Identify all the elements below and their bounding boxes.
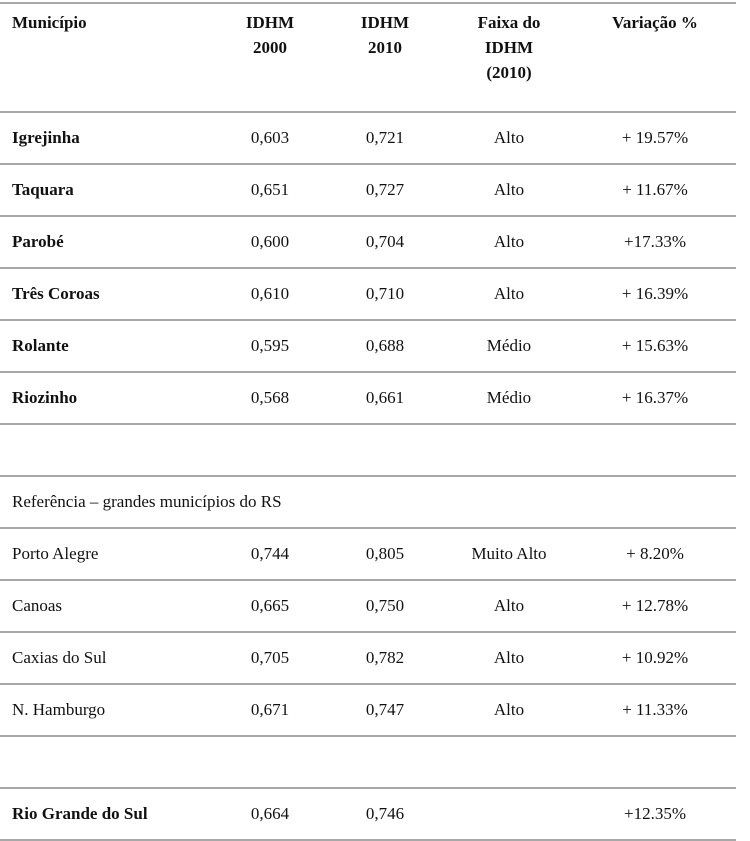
variacao-cell: + 8.20% — [574, 528, 736, 580]
idhm-2000-cell: 0,664 — [214, 788, 326, 840]
section-label: Referência – grandes municípios do RS — [0, 476, 736, 528]
idhm-2000-cell: 0,600 — [214, 216, 326, 268]
idhm-2010-cell: 0,746 — [326, 788, 444, 840]
faixa-cell: Médio — [444, 372, 574, 424]
table-row — [0, 632, 736, 684]
variacao-cell: + 19.57% — [574, 112, 736, 164]
table-row — [0, 164, 736, 216]
idhm-2010-cell: 0,704 — [326, 216, 444, 268]
table-row — [0, 580, 736, 632]
faixa-cell — [444, 788, 574, 840]
table-row — [0, 268, 736, 320]
column-header — [574, 3, 736, 112]
spacer-row — [0, 736, 736, 788]
idhm-2000-cell: 0,603 — [214, 112, 326, 164]
variacao-cell: +12.35% — [574, 788, 736, 840]
variacao-cell: + 15.63% — [574, 320, 736, 372]
column-header-line: IDHM — [484, 38, 534, 57]
table-row — [0, 216, 736, 268]
idhm-2010-cell: 0,727 — [326, 164, 444, 216]
column-header-line: Município — [12, 13, 87, 32]
column-header-line: 2010 — [368, 38, 402, 57]
faixa-cell: Médio — [444, 320, 574, 372]
idhm-2010-cell: 0,782 — [326, 632, 444, 684]
municipio-cell: Três Coroas — [0, 268, 214, 320]
table-row — [0, 788, 736, 840]
idhm-2000-cell: 0,568 — [214, 372, 326, 424]
column-header — [214, 3, 326, 112]
idhm-2000-cell: 0,705 — [214, 632, 326, 684]
municipio-cell: Riozinho — [0, 372, 214, 424]
column-header-line: IDHM — [245, 13, 295, 32]
faixa-cell: Alto — [444, 164, 574, 216]
variacao-cell: + 16.39% — [574, 268, 736, 320]
idhm-2000-cell: 0,744 — [214, 528, 326, 580]
idhm-2000-cell: 0,665 — [214, 580, 326, 632]
column-header — [444, 3, 574, 112]
municipio-cell: Taquara — [0, 164, 214, 216]
idhm-2000-cell: 0,610 — [214, 268, 326, 320]
faixa-cell: Alto — [444, 632, 574, 684]
faixa-cell: Muito Alto — [444, 528, 574, 580]
idhm-2010-cell: 0,688 — [326, 320, 444, 372]
municipio-cell: Igrejinha — [0, 112, 214, 164]
faixa-cell: Alto — [444, 268, 574, 320]
municipio-cell: Parobé — [0, 216, 214, 268]
variacao-cell: + 10.92% — [574, 632, 736, 684]
variacao-cell: + 12.78% — [574, 580, 736, 632]
column-header-line: (2010) — [486, 63, 532, 82]
faixa-cell: Alto — [444, 216, 574, 268]
empty-cell — [0, 736, 736, 788]
idhm-table — [0, 2, 736, 841]
idhm-2000-cell: 0,651 — [214, 164, 326, 216]
idhm-2000-cell: 0,595 — [214, 320, 326, 372]
municipio-cell: N. Hamburgo — [0, 684, 214, 736]
section-row — [0, 476, 736, 528]
municipio-cell: Porto Alegre — [0, 528, 214, 580]
idhm-2010-cell: 0,661 — [326, 372, 444, 424]
idhm-2010-cell: 0,710 — [326, 268, 444, 320]
variacao-cell: + 11.33% — [574, 684, 736, 736]
table-row — [0, 372, 736, 424]
municipio-cell: Canoas — [0, 580, 214, 632]
variacao-cell: +17.33% — [574, 216, 736, 268]
table-row — [0, 112, 736, 164]
spacer-row — [0, 424, 736, 476]
column-header-line: IDHM — [360, 13, 410, 32]
variacao-cell: + 11.67% — [574, 164, 736, 216]
variacao-cell: + 16.37% — [574, 372, 736, 424]
column-header — [0, 3, 214, 112]
column-header-line: Faixa do — [477, 13, 541, 32]
faixa-cell: Alto — [444, 112, 574, 164]
column-header-line: Variação % — [612, 13, 698, 32]
table-row — [0, 684, 736, 736]
idhm-2010-cell: 0,747 — [326, 684, 444, 736]
idhm-2010-cell: 0,805 — [326, 528, 444, 580]
idhm-2000-cell: 0,671 — [214, 684, 326, 736]
table-row — [0, 320, 736, 372]
column-header — [326, 3, 444, 112]
municipio-cell: Rolante — [0, 320, 214, 372]
municipio-cell: Rio Grande do Sul — [0, 788, 214, 840]
table-row — [0, 528, 736, 580]
idhm-2010-cell: 0,721 — [326, 112, 444, 164]
column-header-line: 2000 — [253, 38, 287, 57]
faixa-cell: Alto — [444, 684, 574, 736]
idhm-2010-cell: 0,750 — [326, 580, 444, 632]
faixa-cell: Alto — [444, 580, 574, 632]
empty-cell — [0, 424, 736, 476]
municipio-cell: Caxias do Sul — [0, 632, 214, 684]
table-header — [0, 3, 736, 112]
